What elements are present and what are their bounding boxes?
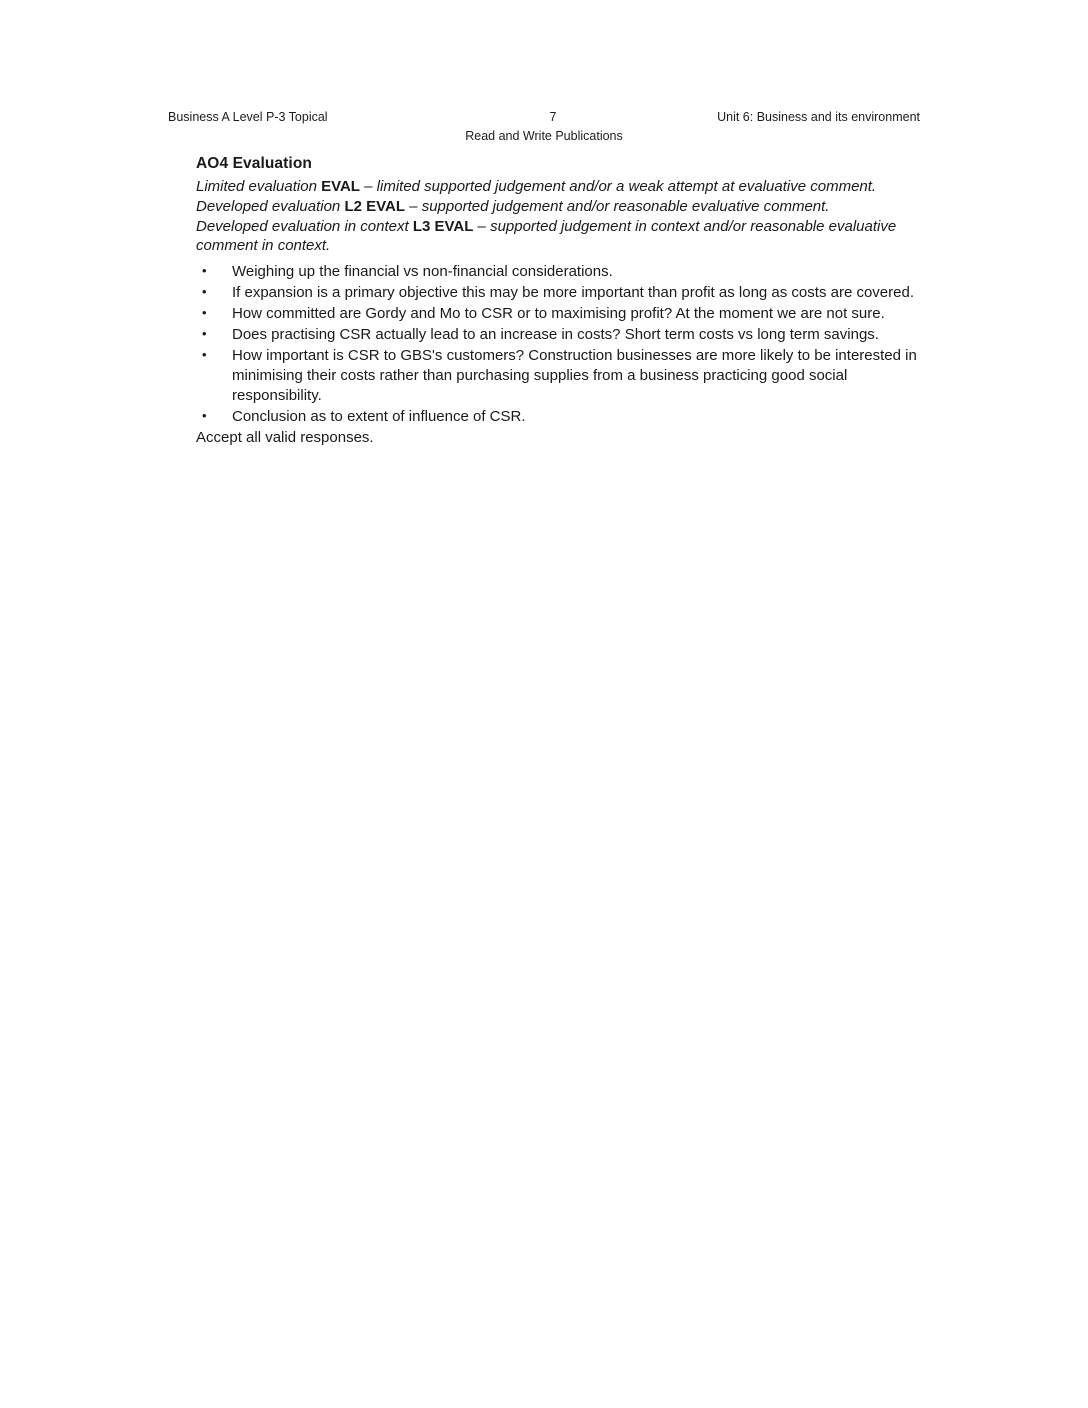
criteria-code-3: L3 EVAL — [412, 217, 474, 235]
page-header — [168, 110, 920, 142]
header-right-text: Unit 6: Business and its environment — [717, 110, 920, 124]
criteria-tail-3: – supported judgement in context and/or reasonable evaluative comment in context. — [196, 217, 897, 255]
list-item — [196, 325, 926, 345]
list-item — [196, 304, 926, 324]
criteria-code-2: L2 EVAL — [344, 197, 406, 215]
criteria-lead-3: Developed evaluation in context — [196, 217, 413, 235]
criteria-line-3 — [196, 217, 926, 257]
bullet-icon: • — [202, 326, 207, 341]
criteria-code-1: EVAL — [321, 178, 360, 195]
list-item — [196, 407, 926, 427]
list-item-text: How important is CSR to GBS's customers? Construction businesses are more likely to be interested in minimising their costs rather than purchasing supplies from a business practicing good social responsibility. — [232, 346, 917, 404]
bullet-icon: • — [202, 346, 207, 362]
bullet-icon: • — [202, 284, 207, 300]
bullet-icon: • — [202, 263, 207, 279]
criteria-tail-1: – limited supported judgement and/or a weak attempt at evaluative comment. — [359, 178, 877, 195]
header-publisher: Read and Write Publications — [465, 129, 623, 143]
list-item — [196, 346, 926, 406]
criteria-line-1 — [196, 177, 926, 197]
list-item-text: Weighing up the financial vs non-financial considerations. — [232, 263, 613, 281]
list-item — [196, 262, 926, 282]
header-left-text: Business A Level P-3 Topical — [168, 110, 328, 124]
section-title: AO4 Evaluation — [196, 155, 312, 172]
bullet-list — [196, 262, 926, 427]
list-item-text: How committed are Gordy and Mo to CSR or to maximising profit? At the moment we are not sure. — [232, 305, 885, 323]
list-item-text: If expansion is a primary objective this may be more important than profit as long as costs are covered. — [232, 284, 914, 302]
bullet-icon: • — [202, 407, 207, 423]
header-page-number: 7 — [549, 110, 557, 124]
criteria-tail-2: – supported judgement and/or reasonable evaluative comment. — [405, 197, 830, 215]
criteria-lead-1: Limited evaluation — [196, 178, 322, 195]
list-item-text: Does practising CSR actually lead to an increase in costs? Short term costs vs long term savings. — [232, 326, 879, 343]
criteria-line-2 — [196, 197, 926, 217]
closing-note: Accept all valid responses. — [196, 428, 374, 446]
bullet-icon: • — [202, 305, 207, 321]
list-item — [196, 283, 926, 303]
page-body — [196, 155, 926, 446]
criteria-lead-2: Developed evaluation — [196, 197, 345, 215]
evaluation-criteria — [196, 177, 926, 256]
list-item-text: Conclusion as to extent of influence of CSR. — [232, 407, 526, 425]
